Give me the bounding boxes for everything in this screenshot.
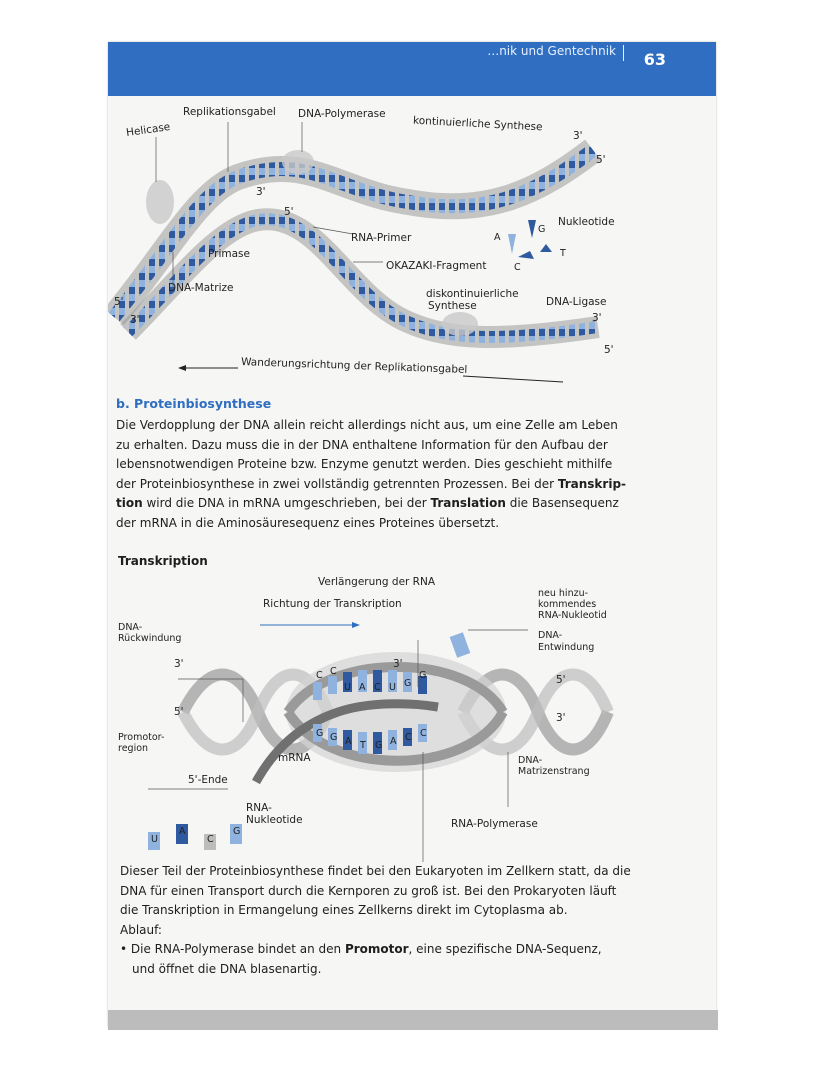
ligase-shape: [442, 312, 478, 336]
base-g: G: [538, 224, 546, 235]
label-mrna: mRNA: [278, 752, 311, 764]
label-rna-nucleotides-2: Nukleotide: [246, 814, 303, 826]
transcription-heading: Transkription: [118, 554, 208, 568]
label-end-5-fork: 5': [284, 206, 294, 218]
bubble-base-2: C: [330, 666, 337, 677]
transcription-figure: [108, 562, 716, 862]
label-continuous-synthesis: kontinuierliche Synthese: [412, 114, 543, 134]
label-new-nucleotide-1: neu hinzu-: [538, 588, 589, 599]
body-line-3: die Transkription in Ermangelung eines Zellkerns direkt im Cytoplasma ab.: [120, 903, 568, 917]
label-promoter-1: Promotor-: [118, 732, 165, 743]
body-line-2: DNA für einen Transport durch die Kernporen zu groß ist. Bei den Prokaryoten läuft: [120, 883, 617, 898]
loose-base-u: U: [151, 834, 158, 845]
loose-base-g: G: [233, 826, 241, 837]
process-label: Ablauf:: [120, 922, 162, 937]
bubble-base-16: C: [420, 728, 427, 739]
free-nucleotide: [518, 251, 534, 259]
label-template-strand-1: DNA-: [518, 755, 543, 766]
label-end-3-right: 3': [592, 312, 602, 324]
term-promoter: Promotor: [344, 942, 409, 956]
bubble-base-3: U: [344, 682, 351, 693]
label-promoter-2: region: [118, 743, 149, 754]
textbook-page: [108, 42, 716, 1027]
section-b-paragraph: [116, 416, 712, 533]
new-rna-nucleotide: [450, 632, 471, 657]
para-line-3: lebensnotwendigen Proteine bzw. Enzyme genutzt werden. Dies geschieht mithilfe: [116, 457, 613, 471]
label-new-nucleotide-3: RNA-Nukleotid: [538, 610, 607, 621]
label-primase: Primase: [208, 248, 250, 260]
label-end-5-upper: 5': [596, 154, 606, 166]
para-line-2: zu erhalten. Dazu muss die in der DNA enthaltene Information für den Aufbau der: [116, 437, 608, 452]
label-dna-polymerase: DNA-Polymerase: [298, 108, 386, 120]
bullet-item-cont: und öffnet die DNA blasenartig.: [132, 961, 322, 976]
base-a: A: [494, 232, 501, 243]
label-unwinding-1: DNA-: [538, 630, 563, 641]
label-rewinding-2: Rückwindung: [118, 633, 182, 644]
label-rewinding-1: DNA-: [118, 622, 143, 633]
helicase-shape: [146, 180, 174, 224]
free-nucleotide: [508, 234, 516, 254]
chapter-title: …nik und Gentechnik: [487, 44, 616, 58]
label-nucleotides: Nukleotide: [558, 216, 615, 228]
arrow-head-icon: [178, 365, 186, 371]
label-rna-nucleotides-1: RNA-: [246, 802, 272, 814]
direction-arrow-right: [463, 376, 563, 382]
term-transcription: Transkrip-: [557, 476, 627, 491]
label-new-nucleotide-2: kommendes: [538, 599, 597, 610]
label-end-3-left: 3': [130, 314, 140, 326]
para-line-1: Die Verdopplung der DNA allein reicht allerdings nicht aus, um eine Zelle am Leben: [116, 418, 618, 432]
label-template-strand-2: Matrizenstrang: [518, 766, 590, 777]
label-helicase: Helicase: [125, 120, 171, 140]
bubble-base-6: U: [389, 682, 396, 693]
bubble-base-10: G: [330, 732, 338, 743]
bubble-base-15: C: [405, 732, 412, 743]
label-5-prime-left: 5': [174, 706, 184, 718]
label-transcription-direction: Richtung der Transkription: [263, 598, 402, 610]
label-rna-primer: RNA-Primer: [351, 232, 412, 244]
para-line-5: tion wird die DNA in mRNA umgeschrieben, bei der Translation die Basensequenz: [116, 496, 619, 510]
body-line-1: Dieser Teil der Proteinbiosynthese findet bei den Eukaryoten im Zellkern statt, da die: [120, 864, 631, 878]
label-replication-fork: Replikationsgabel: [183, 106, 276, 118]
base-c: C: [514, 262, 521, 273]
para-line-6: der mRNA in die Aminosäuresequenz eines Proteines übersetzt.: [116, 515, 500, 530]
bubble-base-9: G: [316, 728, 324, 739]
bubble-base-11: A: [345, 736, 352, 747]
loose-base-c: C: [207, 834, 214, 845]
label-fork-direction: Wanderungsrichtung der Replikationsgabel: [240, 356, 468, 376]
free-nucleotide: [540, 244, 552, 252]
label-end-3-fork: 3': [256, 186, 266, 198]
bubble-base-13: G: [375, 740, 383, 751]
term-translation: Translation: [430, 496, 506, 510]
label-dna-matrix: DNA-Matrize: [168, 282, 234, 294]
label-dna-ligase: DNA-Ligase: [546, 296, 607, 308]
label-3-prime-left: 3': [174, 658, 184, 670]
arrow-head-icon: [352, 622, 360, 628]
label-3-prime-bubble: 3': [393, 658, 403, 670]
bubble-base-12: T: [360, 740, 366, 751]
free-nucleotide: [528, 220, 536, 238]
label-5-end: 5'-Ende: [188, 774, 228, 786]
label-end-3-upper: 3': [573, 130, 583, 142]
term-transcription-cont: tion: [116, 496, 143, 510]
label-rna-polymerase: RNA-Polymerase: [451, 818, 538, 830]
bubble-base-4: A: [359, 682, 366, 693]
bubble-base-7: G: [404, 678, 412, 689]
label-5-prime-right: 5': [556, 674, 566, 686]
label-discontinuous-1: diskontinuierliche: [426, 288, 519, 300]
polymerase-shape: [282, 150, 314, 174]
para-line-4: der Proteinbiosynthese in zwei vollständig getrennten Prozessen. Bei der Transkrip-: [116, 476, 627, 491]
bubble-base-1: C: [316, 670, 323, 681]
bubble-base-8: G: [419, 670, 427, 681]
bullet-item: • Die RNA-Polymerase bindet an den Promotor, eine spezifische DNA-Sequenz,: [120, 942, 602, 956]
label-okazaki-fragment: OKAZAKI-Fragment: [386, 260, 487, 272]
bubble-base-14: A: [390, 736, 397, 747]
loose-base-a: A: [179, 826, 186, 837]
page-number: 63: [643, 50, 666, 69]
label-3-prime-right: 3': [556, 712, 566, 724]
label-unwinding-2: Entwindung: [538, 642, 595, 653]
label-discontinuous-2: Synthese: [428, 300, 477, 312]
bubble-base-5: C: [374, 682, 381, 693]
label-end-5-right: 5': [604, 344, 614, 356]
label-end-5-left: 5': [114, 296, 124, 308]
base-t: T: [560, 248, 566, 259]
page-edge-shadow: [108, 1010, 718, 1030]
section-heading-protein-biosynthesis: b. Proteinbiosynthese: [116, 396, 272, 411]
label-rna-elongation: Verlängerung der RNA: [318, 576, 436, 588]
replication-figure: [108, 42, 716, 402]
body-paragraph: [120, 862, 710, 979]
